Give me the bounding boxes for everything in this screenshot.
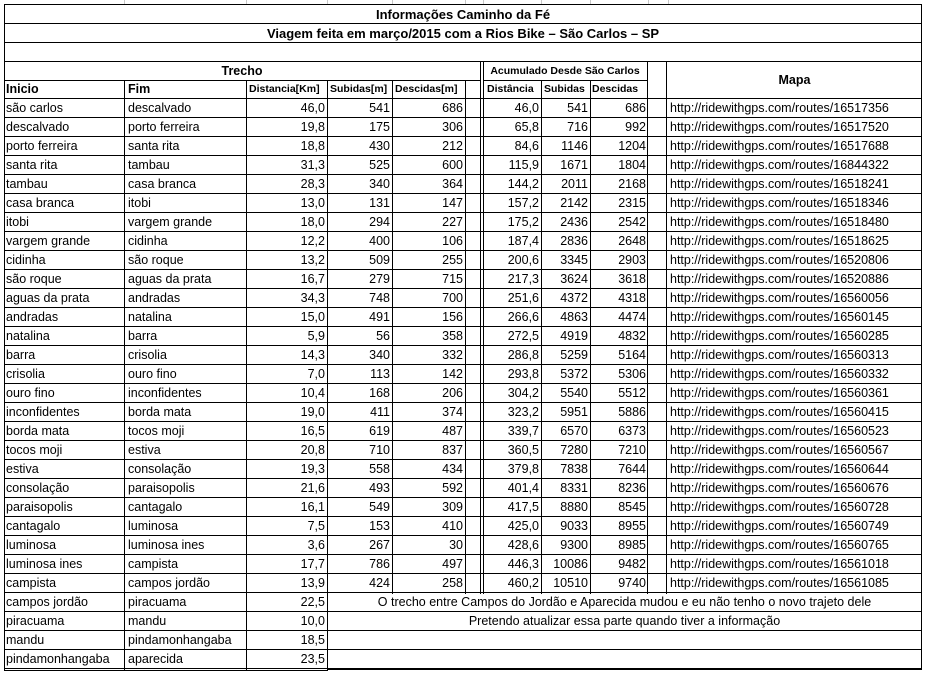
cell-mapa-link[interactable]: http://ridewithgps.com/routes/16560765 [670,538,889,552]
sheet-title[interactable]: Informações Caminho da Fé [375,7,551,22]
note-route-changed[interactable]: O trecho entre Campos do Jordão e Aparecida mudou e eu não tenho o novo trajeto dele [377,595,872,609]
cell-inicio[interactable]: estiva [6,462,39,476]
cell-fim[interactable]: piracuama [128,595,187,609]
cell-descidas[interactable]: 227 [442,215,463,229]
cell-mapa-link[interactable]: http://ridewithgps.com/routes/16517520 [670,120,889,134]
cell-acc-subidas[interactable]: 2836 [560,234,588,248]
cell-distancia[interactable]: 46,0 [300,101,325,115]
cell-acc-subidas[interactable]: 4372 [560,291,588,305]
cell-mapa-link[interactable]: http://ridewithgps.com/routes/16518480 [670,215,889,229]
cell-descidas[interactable]: 206 [442,386,463,400]
cell-acc-subidas[interactable]: 5951 [560,405,588,419]
cell-acc-subidas[interactable]: 1146 [561,139,588,153]
cell-subidas[interactable]: 131 [369,196,390,210]
cell-acc-descidas[interactable]: 8236 [618,481,646,495]
cell-acc-descidas[interactable]: 9482 [618,557,646,571]
cell-acc-distancia[interactable]: 293,8 [507,367,539,381]
cell-acc-descidas[interactable]: 8955 [618,519,646,533]
cell-fim[interactable]: são roque [128,253,184,267]
cell-inicio[interactable]: piracuama [6,614,65,628]
cell-inicio[interactable]: porto ferreira [6,139,78,153]
grid-hline [4,670,328,671]
grid-vline [392,80,393,594]
cell-distancia[interactable]: 16,7 [300,272,325,286]
cell-fim[interactable]: borda mata [128,405,192,419]
cell-acc-distancia[interactable]: 304,2 [507,386,539,400]
grid-vline [647,61,648,594]
cell-descidas[interactable]: 156 [442,310,463,324]
cell-subidas[interactable]: 491 [369,310,390,324]
grid-vline [483,61,484,594]
cell-distancia[interactable]: 18,5 [300,633,325,647]
cell-subidas[interactable]: 525 [369,158,390,172]
cell-subidas[interactable]: 340 [369,348,390,362]
cell-inicio[interactable]: aguas da prata [6,291,90,305]
cell-acc-distancia[interactable]: 428,6 [507,538,539,552]
cell-inicio[interactable]: luminosa [6,538,57,552]
cell-acc-descidas[interactable]: 8985 [618,538,646,552]
cell-subidas[interactable]: 279 [369,272,390,286]
cell-subidas[interactable]: 619 [369,424,390,438]
cell-subidas[interactable]: 430 [369,139,390,153]
grid-vline [666,61,667,594]
cell-acc-distancia[interactable]: 217,3 [507,272,539,286]
cell-subidas[interactable]: 294 [369,215,390,229]
header-acc-descidas[interactable]: Descidas [592,83,639,95]
cell-mapa-link[interactable]: http://ridewithgps.com/routes/16560361 [670,386,889,400]
cell-inicio[interactable]: santa rita [6,158,58,172]
cell-inicio[interactable]: consolação [6,481,70,495]
cell-mapa-link[interactable]: http://ridewithgps.com/routes/16560285 [670,329,889,343]
cell-fim[interactable]: porto ferreira [128,120,200,134]
header-acumulado[interactable]: Acumulado Desde São Carlos [490,65,640,77]
cell-subidas[interactable]: 153 [369,519,390,533]
cell-distancia[interactable]: 17,7 [300,557,325,571]
cell-fim[interactable]: andradas [128,291,181,305]
cell-acc-distancia[interactable]: 401,4 [507,481,539,495]
cell-distancia[interactable]: 3,6 [307,538,325,552]
cell-fim[interactable]: campista [128,557,179,571]
cell-distancia[interactable]: 7,0 [307,367,325,381]
cell-fim[interactable]: luminosa [128,519,179,533]
grid-vline [465,80,466,594]
cell-acc-descidas[interactable]: 4318 [618,291,646,305]
cell-descidas[interactable]: 142 [442,367,463,381]
cell-subidas[interactable]: 340 [369,177,390,191]
cell-fim[interactable]: aparecida [128,652,183,666]
cell-fim[interactable]: estiva [128,443,161,457]
cell-descidas[interactable]: 700 [442,291,463,305]
cell-distancia[interactable]: 16,5 [300,424,325,438]
cell-mapa-link[interactable]: http://ridewithgps.com/routes/16560145 [670,310,889,324]
cell-fim[interactable]: ouro fino [128,367,177,381]
cell-acc-distancia[interactable]: 460,2 [507,576,539,590]
cell-descidas[interactable]: 306 [442,120,463,134]
cell-mapa-link[interactable]: http://ridewithgps.com/routes/16561085 [670,576,889,590]
cell-acc-descidas[interactable]: 7644 [618,462,646,476]
cell-inicio[interactable]: cantagalo [6,519,61,533]
cell-subidas[interactable]: 411 [370,405,390,419]
cell-acc-subidas[interactable]: 541 [567,101,588,115]
cell-fim[interactable]: campos jordão [128,576,210,590]
cell-subidas[interactable]: 424 [369,576,390,590]
cell-inicio[interactable]: barra [6,348,36,362]
cell-acc-subidas[interactable]: 9033 [560,519,588,533]
cell-distancia[interactable]: 18,0 [300,215,325,229]
cell-fim[interactable]: itobi [128,196,151,210]
cell-acc-descidas[interactable]: 2903 [618,253,646,267]
cell-distancia[interactable]: 19,3 [300,462,325,476]
cell-descidas[interactable]: 147 [442,196,463,210]
note-update-later[interactable]: Pretendo atualizar essa parte quando tiver a informação [468,614,781,628]
cell-distancia[interactable]: 31,3 [300,158,325,172]
cell-distancia[interactable]: 10,0 [300,614,325,628]
cell-mapa-link[interactable]: http://ridewithgps.com/routes/16560415 [670,405,889,419]
grid-vline [246,80,247,671]
cell-acc-distancia[interactable]: 175,2 [507,215,539,229]
cell-descidas[interactable]: 106 [442,234,463,248]
cell-inicio[interactable]: campos jordão [6,595,88,609]
cell-acc-subidas[interactable]: 6570 [560,424,588,438]
cell-acc-distancia[interactable]: 65,8 [514,120,539,134]
cell-distancia[interactable]: 13,0 [300,196,325,210]
cell-mapa-link[interactable]: http://ridewithgps.com/routes/16561018 [670,557,889,571]
cell-fim[interactable]: vargem grande [128,215,213,229]
cell-acc-descidas[interactable]: 4474 [618,310,646,324]
cell-fim[interactable]: inconfidentes [128,386,202,400]
cell-acc-distancia[interactable]: 46,0 [514,101,539,115]
cell-subidas[interactable]: 710 [369,443,390,457]
cell-acc-descidas[interactable]: 2542 [618,215,646,229]
cell-mapa-link[interactable]: http://ridewithgps.com/routes/16560332 [670,367,889,381]
cell-inicio[interactable]: ouro fino [6,386,55,400]
cell-inicio[interactable]: andradas [6,310,59,324]
cell-acc-distancia[interactable]: 446,3 [507,557,539,571]
cell-subidas[interactable]: 541 [369,101,390,115]
cell-acc-distancia[interactable]: 339,7 [507,424,539,438]
cell-inicio[interactable]: casa branca [6,196,75,210]
cell-acc-subidas[interactable]: 2142 [560,196,588,210]
cell-inicio[interactable]: são carlos [6,101,63,115]
cell-acc-descidas[interactable]: 1204 [618,139,646,153]
cell-inicio[interactable]: são roque [6,272,62,286]
cell-acc-distancia[interactable]: 157,2 [507,196,539,210]
cell-acc-subidas[interactable]: 5540 [560,386,588,400]
cell-descidas[interactable]: 332 [442,348,463,362]
cell-acc-descidas[interactable]: 992 [625,120,646,134]
cell-subidas[interactable]: 267 [369,538,390,552]
cell-distancia[interactable]: 16,1 [300,500,325,514]
cell-mapa-link[interactable]: http://ridewithgps.com/routes/16518625 [670,234,889,248]
cell-distancia[interactable]: 19,0 [300,405,325,419]
cell-fim[interactable]: mandu [128,614,167,628]
cell-acc-subidas[interactable]: 1671 [560,158,588,172]
cell-acc-subidas[interactable]: 10086 [553,557,588,571]
cell-subidas[interactable]: 113 [370,367,390,381]
cell-inicio[interactable]: pindamonhangaba [6,652,110,666]
cell-subidas[interactable]: 558 [369,462,390,476]
cell-acc-distancia[interactable]: 187,4 [507,234,539,248]
grid-vline [480,61,481,594]
cell-inicio[interactable]: descalvado [6,120,70,134]
cell-acc-subidas[interactable]: 8880 [560,500,588,514]
cell-descidas[interactable]: 837 [442,443,463,457]
cell-acc-subidas[interactable]: 8331 [560,481,588,495]
cell-fim[interactable]: tocos moji [128,424,185,438]
cell-inicio[interactable]: crisolia [6,367,45,381]
cell-mapa-link[interactable]: http://ridewithgps.com/routes/16517356 [670,101,889,115]
cell-inicio[interactable]: campista [6,576,57,590]
cell-inicio[interactable]: mandu [6,633,45,647]
cell-fim[interactable]: cantagalo [128,500,183,514]
cell-mapa-link[interactable]: http://ridewithgps.com/routes/16520806 [670,253,889,267]
cell-fim[interactable]: santa rita [128,139,180,153]
cell-acc-descidas[interactable]: 3618 [618,272,646,286]
cell-descidas[interactable]: 592 [442,481,463,495]
cell-mapa-link[interactable]: http://ridewithgps.com/routes/16560567 [670,443,889,457]
cell-acc-distancia[interactable]: 286,8 [507,348,539,362]
cell-acc-descidas[interactable]: 4832 [618,329,646,343]
cell-acc-subidas[interactable]: 3345 [560,253,588,267]
cell-distancia[interactable]: 7,5 [307,519,325,533]
cell-acc-descidas[interactable]: 7210 [618,443,646,457]
cell-subidas[interactable]: 168 [369,386,390,400]
cell-acc-distancia[interactable]: 379,8 [507,462,539,476]
cell-acc-subidas[interactable]: 7838 [560,462,588,476]
cell-descidas[interactable]: 686 [442,101,463,115]
cell-mapa-link[interactable]: http://ridewithgps.com/routes/16560523 [670,424,889,438]
cell-mapa-link[interactable]: http://ridewithgps.com/routes/16520886 [670,272,889,286]
cell-acc-subidas[interactable]: 4863 [560,310,588,324]
cell-descidas[interactable]: 715 [442,272,463,286]
cell-inicio[interactable]: tocos moji [6,443,63,457]
cell-distancia[interactable]: 23,5 [300,652,325,666]
header-acc-subidas[interactable]: Subidas [544,83,585,95]
cell-distancia[interactable]: 13,2 [300,253,325,267]
cell-acc-descidas[interactable]: 5306 [618,367,646,381]
grid-vline [327,80,328,671]
cell-acc-descidas[interactable]: 686 [625,101,646,115]
cell-fim[interactable]: descalvado [128,101,192,115]
cell-fim[interactable]: consolação [128,462,192,476]
cell-acc-descidas[interactable]: 6373 [618,424,646,438]
cell-acc-distancia[interactable]: 251,6 [507,291,539,305]
cell-acc-distancia[interactable]: 266,6 [507,310,539,324]
cell-acc-subidas[interactable]: 4919 [560,329,588,343]
cell-acc-distancia[interactable]: 323,2 [507,405,539,419]
cell-fim[interactable]: aguas da prata [128,272,212,286]
cell-inicio[interactable]: natalina [6,329,50,343]
header-fim[interactable]: Fim [128,82,151,96]
cell-fim[interactable]: natalina [128,310,172,324]
cell-acc-descidas[interactable]: 5886 [618,405,646,419]
cell-fim[interactable]: crisolia [128,348,167,362]
cell-acc-subidas[interactable]: 2011 [561,177,588,191]
cell-descidas[interactable]: 364 [442,177,463,191]
cell-distancia[interactable]: 34,3 [300,291,325,305]
cell-subidas[interactable]: 175 [369,120,390,134]
cell-subidas[interactable]: 786 [369,557,390,571]
grid-vline [541,80,542,594]
cell-distancia[interactable]: 15,0 [300,310,325,324]
cell-distancia[interactable]: 18,8 [300,139,325,153]
cell-mapa-link[interactable]: http://ridewithgps.com/routes/16560056 [670,291,889,305]
cell-descidas[interactable]: 487 [442,424,463,438]
cell-mapa-link[interactable]: http://ridewithgps.com/routes/16560728 [670,500,889,514]
cell-acc-subidas[interactable]: 10510 [553,576,588,590]
cell-descidas[interactable]: 600 [442,158,463,172]
cell-inicio[interactable]: borda mata [6,424,70,438]
cell-acc-subidas[interactable]: 5259 [560,348,588,362]
cell-acc-descidas[interactable]: 2648 [618,234,646,248]
cell-descidas[interactable]: 374 [442,405,463,419]
header-subidas[interactable]: Subidas[m] [330,83,388,95]
cell-acc-descidas[interactable]: 2315 [618,196,646,210]
cell-fim[interactable]: paraisopolis [128,481,195,495]
header-inicio[interactable]: Inicio [6,82,39,96]
cell-distancia[interactable]: 22,5 [300,595,325,609]
cell-descidas[interactable]: 434 [442,462,463,476]
cell-inicio[interactable]: inconfidentes [6,405,80,419]
cell-fim[interactable]: pindamonhangaba [128,633,232,647]
cell-acc-descidas[interactable]: 8545 [618,500,646,514]
cell-acc-descidas[interactable]: 5164 [618,348,646,362]
cell-fim[interactable]: luminosa ines [128,538,205,552]
grid-vline [590,80,591,594]
cell-descidas[interactable]: 258 [442,576,463,590]
cell-acc-distancia[interactable]: 417,5 [507,500,539,514]
cell-acc-subidas[interactable]: 3624 [560,272,588,286]
cell-acc-subidas[interactable]: 5372 [560,367,588,381]
cell-mapa-link[interactable]: http://ridewithgps.com/routes/16844322 [670,158,889,172]
header-trecho[interactable]: Trecho [221,64,263,78]
cell-acc-distancia[interactable]: 144,2 [507,177,539,191]
cell-acc-descidas[interactable]: 2168 [618,177,646,191]
header-descidas[interactable]: Descidas[m] [395,83,458,95]
cell-mapa-link[interactable]: http://ridewithgps.com/routes/16518346 [670,196,889,210]
cell-descidas[interactable]: 410 [442,519,463,533]
cell-subidas[interactable]: 549 [369,500,390,514]
cell-fim[interactable]: barra [128,329,158,343]
cell-descidas[interactable]: 30 [449,538,463,552]
cell-acc-subidas[interactable]: 2436 [560,215,588,229]
cell-acc-distancia[interactable]: 84,6 [514,139,539,153]
cell-inicio[interactable]: tambau [6,177,48,191]
cell-acc-descidas[interactable]: 1804 [618,158,646,172]
cell-distancia[interactable]: 21,6 [300,481,325,495]
cell-distancia[interactable]: 10,4 [300,386,325,400]
cell-subidas[interactable]: 493 [369,481,390,495]
cell-subidas[interactable]: 509 [369,253,390,267]
cell-descidas[interactable]: 497 [442,557,463,571]
sheet-subtitle[interactable]: Viagem feita em março/2015 com a Rios Bike – São Carlos – SP [266,26,660,41]
cell-acc-distancia[interactable]: 360,5 [507,443,539,457]
header-acc-distancia[interactable]: Distância [487,83,534,95]
cell-descidas[interactable]: 309 [442,500,463,514]
cell-distancia[interactable]: 5,9 [307,329,325,343]
cell-acc-subidas[interactable]: 9300 [560,538,588,552]
cell-inicio[interactable]: itobi [6,215,29,229]
cell-inicio[interactable]: paraisopolis [6,500,73,514]
cell-acc-distancia[interactable]: 115,9 [508,158,539,172]
cell-acc-descidas[interactable]: 9740 [618,576,646,590]
cell-fim[interactable]: cidinha [128,234,168,248]
cell-acc-distancia[interactable]: 425,0 [507,519,539,533]
cell-mapa-link[interactable]: http://ridewithgps.com/routes/16560749 [670,519,889,533]
cell-acc-subidas[interactable]: 7280 [560,443,588,457]
cell-inicio[interactable]: luminosa ines [6,557,83,571]
grid-vline [921,4,922,670]
cell-descidas[interactable]: 212 [442,139,463,153]
cell-mapa-link[interactable]: http://ridewithgps.com/routes/16560313 [670,348,889,362]
cell-fim[interactable]: casa branca [128,177,197,191]
cell-distancia[interactable]: 19,8 [300,120,325,134]
cell-acc-distancia[interactable]: 200,6 [507,253,539,267]
cell-mapa-link[interactable]: http://ridewithgps.com/routes/16518241 [670,177,889,191]
cell-distancia[interactable]: 20,8 [300,443,325,457]
cell-mapa-link[interactable]: http://ridewithgps.com/routes/16560676 [670,481,889,495]
cell-inicio[interactable]: cidinha [6,253,46,267]
cell-subidas[interactable]: 748 [369,291,390,305]
cell-distancia[interactable]: 14,3 [300,348,325,362]
header-mapa[interactable]: Mapa [778,73,811,87]
cell-subidas[interactable]: 400 [369,234,390,248]
cell-inicio[interactable]: vargem grande [6,234,91,248]
cell-acc-subidas[interactable]: 716 [567,120,588,134]
cell-mapa-link[interactable]: http://ridewithgps.com/routes/16517688 [670,139,889,153]
header-distancia[interactable]: Distancia[Km] [249,83,320,95]
cell-subidas[interactable]: 56 [376,329,390,343]
cell-distancia[interactable]: 12,2 [300,234,325,248]
grid-vline [4,4,5,671]
cell-distancia[interactable]: 28,3 [300,177,325,191]
cell-acc-descidas[interactable]: 5512 [618,386,646,400]
cell-descidas[interactable]: 358 [442,329,463,343]
cell-distancia[interactable]: 13,9 [300,576,325,590]
cell-acc-distancia[interactable]: 272,5 [507,329,539,343]
cell-descidas[interactable]: 255 [442,253,463,267]
cell-mapa-link[interactable]: http://ridewithgps.com/routes/16560644 [670,462,889,476]
grid-vline [124,80,125,671]
cell-fim[interactable]: tambau [128,158,170,172]
grid-hline [327,669,922,670]
